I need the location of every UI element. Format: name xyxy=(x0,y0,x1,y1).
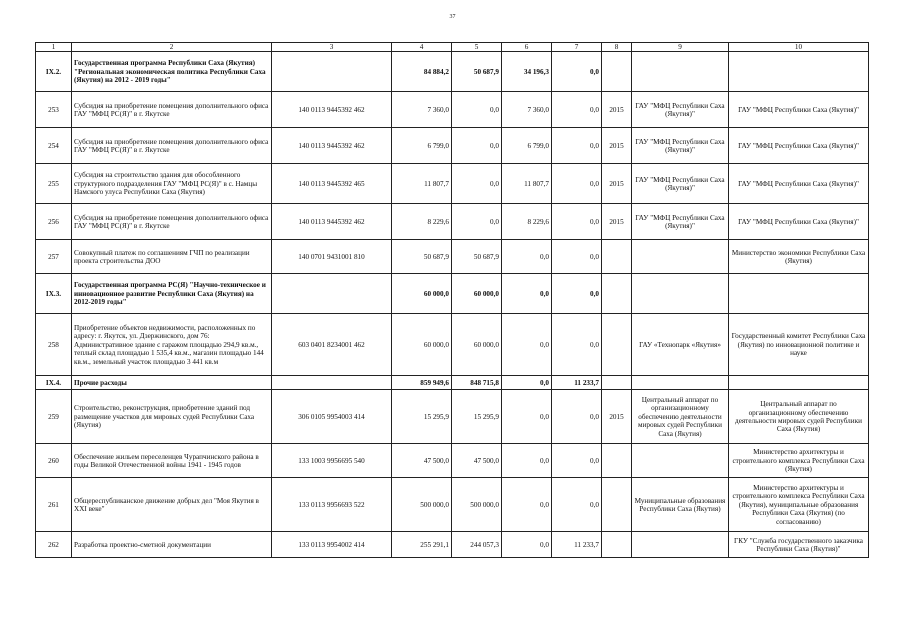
column-header: 2 xyxy=(72,43,272,52)
row-year xyxy=(602,274,632,314)
executor xyxy=(632,532,729,558)
amount-col5: 60 000,0 xyxy=(452,274,502,314)
row-year: 2015 xyxy=(602,390,632,444)
amount-total: 859 949,6 xyxy=(392,376,452,390)
amount-col6: 0,0 xyxy=(502,478,552,532)
row-name: Государственная программа РС(Я) "Научно-техническое и инновационное развитие Республики Саха (Якутия) на 2012-2019 годы" xyxy=(72,274,272,314)
amount-total: 60 000,0 xyxy=(392,274,452,314)
amount-total: 84 884,2 xyxy=(392,52,452,92)
column-header: 7 xyxy=(552,43,602,52)
row-name: Разработка проектно-сметной документации xyxy=(72,532,272,558)
row-year xyxy=(602,376,632,390)
amount-col5: 60 000,0 xyxy=(452,314,502,376)
amount-col5: 50 687,9 xyxy=(452,52,502,92)
table-row xyxy=(36,444,869,478)
executor: ГАУ "МФЦ Республики Саха (Якутия)" xyxy=(632,92,729,128)
executor xyxy=(632,52,729,92)
row-name: Субсидия на приобретение помещения дополнительного офиса ГАУ "МФЦ РС(Я)" в г. Якутске xyxy=(72,204,272,240)
amount-col5: 0,0 xyxy=(452,128,502,164)
column-header: 5 xyxy=(452,43,502,52)
table-row xyxy=(36,164,869,204)
row-number: IX.2. xyxy=(36,52,72,92)
amount-col5: 15 295,9 xyxy=(452,390,502,444)
table-row xyxy=(36,532,869,558)
row-name: Общереспубликанское движение добрых дел "Моя Якутия в XXI веке" xyxy=(72,478,272,532)
row-year: 2015 xyxy=(602,92,632,128)
amount-col7: 0,0 xyxy=(552,240,602,274)
amount-col7: 0,0 xyxy=(552,92,602,128)
amount-col6: 0,0 xyxy=(502,314,552,376)
budget-table xyxy=(35,42,869,558)
row-year xyxy=(602,444,632,478)
column-header: 3 xyxy=(272,43,392,52)
customer: Центральный аппарат по организационному обеспечению деятельности мировых судей Республики Саха (Якутия) xyxy=(729,390,869,444)
row-number: 262 xyxy=(36,532,72,558)
customer xyxy=(729,274,869,314)
table-row xyxy=(36,390,869,444)
amount-col6: 0,0 xyxy=(502,274,552,314)
amount-col6: 8 229,6 xyxy=(502,204,552,240)
column-header: 9 xyxy=(632,43,729,52)
row-number: 254 xyxy=(36,128,72,164)
amount-col7: 11 233,7 xyxy=(552,376,602,390)
column-header: 1 xyxy=(36,43,72,52)
budget-code: 140 0113 9445392 462 xyxy=(272,92,392,128)
customer: ГАУ "МФЦ Республики Саха (Якутия)" xyxy=(729,164,869,204)
row-name: Субсидия на приобретение помещения дополнительного офиса ГАУ "МФЦ РС(Я)" в г. Якутске xyxy=(72,128,272,164)
amount-col6: 34 196,3 xyxy=(502,52,552,92)
amount-col6: 0,0 xyxy=(502,376,552,390)
page-number: 37 xyxy=(449,14,456,20)
executor xyxy=(632,240,729,274)
customer: ГАУ "МФЦ Республики Саха (Якутия)" xyxy=(729,92,869,128)
amount-col7: 0,0 xyxy=(552,390,602,444)
amount-col5: 244 057,3 xyxy=(452,532,502,558)
row-number: 261 xyxy=(36,478,72,532)
amount-col7: 0,0 xyxy=(552,52,602,92)
customer: Министерство архитектуры и строительного комплекса Республики Саха (Якутия), муниципальные образования Республики Саха (Якутия) (по согласованию) xyxy=(729,478,869,532)
budget-code: 133 0113 9954002 414 xyxy=(272,532,392,558)
budget-code: 140 0113 9445392 462 xyxy=(272,204,392,240)
row-number: 253 xyxy=(36,92,72,128)
customer: Государственный комитет Республики Саха (Якутия) по инновационной политике и науке xyxy=(729,314,869,376)
amount-col7: 0,0 xyxy=(552,478,602,532)
amount-col7: 0,0 xyxy=(552,314,602,376)
executor xyxy=(632,376,729,390)
budget-code xyxy=(272,376,392,390)
row-name: Обеспечение жильем переселенцев Чурапчинского района в годы Великой Отечественной войны 1941 - 1945 годов xyxy=(72,444,272,478)
amount-col5: 47 500,0 xyxy=(452,444,502,478)
budget-code xyxy=(272,52,392,92)
budget-code: 140 0701 9431001 810 xyxy=(272,240,392,274)
amount-col7: 0,0 xyxy=(552,204,602,240)
row-name: Приобретение объектов недвижимости, расположенных по адресу: г. Якутск, ул. Дзержинского, дом 76: Административное здание с гаражом площадью 294,9 кв.м., теплый склад площадью 1 535,4 кв.м., магазин площадью 144 кв.м., земельный участок площадью 3 441 кв.м xyxy=(72,314,272,376)
amount-total: 8 229,6 xyxy=(392,204,452,240)
row-number: IX.4. xyxy=(36,376,72,390)
table-row xyxy=(36,52,869,92)
table-row xyxy=(36,376,869,390)
executor xyxy=(632,274,729,314)
customer: ГАУ "МФЦ Республики Саха (Якутия)" xyxy=(729,204,869,240)
row-number: 255 xyxy=(36,164,72,204)
amount-col6: 11 807,7 xyxy=(502,164,552,204)
amount-total: 15 295,9 xyxy=(392,390,452,444)
amount-total: 50 687,9 xyxy=(392,240,452,274)
table-row xyxy=(36,478,869,532)
table-row xyxy=(36,274,869,314)
customer xyxy=(729,52,869,92)
row-year: 2015 xyxy=(602,204,632,240)
amount-col5: 50 687,9 xyxy=(452,240,502,274)
amount-col6: 0,0 xyxy=(502,444,552,478)
row-number: 256 xyxy=(36,204,72,240)
column-header: 6 xyxy=(502,43,552,52)
row-name: Совокупный платеж по соглашениям ГЧП по реализации проекта строительства ДОО xyxy=(72,240,272,274)
row-name: Субсидия на строительство здания для обособленного структурного подразделения ГАУ "МФЦ РС(Я)" в с. Намцы Намского улуса Республики Саха (Якутия) xyxy=(72,164,272,204)
amount-total: 6 799,0 xyxy=(392,128,452,164)
column-header: 10 xyxy=(729,43,869,52)
amount-col7: 0,0 xyxy=(552,164,602,204)
budget-code: 306 0105 9954003 414 xyxy=(272,390,392,444)
header-row xyxy=(36,43,869,52)
row-year xyxy=(602,478,632,532)
budget-code: 140 0113 9445392 462 xyxy=(272,128,392,164)
amount-total: 60 000,0 xyxy=(392,314,452,376)
table-row xyxy=(36,314,869,376)
row-name: Прочие расходы xyxy=(72,376,272,390)
budget-code: 603 0401 8234001 462 xyxy=(272,314,392,376)
amount-col6: 7 360,0 xyxy=(502,92,552,128)
amount-total: 500 000,0 xyxy=(392,478,452,532)
amount-col7: 0,0 xyxy=(552,128,602,164)
budget-code: 140 0113 9445392 465 xyxy=(272,164,392,204)
amount-total: 11 807,7 xyxy=(392,164,452,204)
row-number: 257 xyxy=(36,240,72,274)
executor: ГАУ "МФЦ Республики Саха (Якутия)" xyxy=(632,164,729,204)
amount-col7: 11 233,7 xyxy=(552,532,602,558)
row-number: 260 xyxy=(36,444,72,478)
customer xyxy=(729,376,869,390)
budget-code xyxy=(272,274,392,314)
table-row xyxy=(36,128,869,164)
table-row xyxy=(36,240,869,274)
amount-total: 47 500,0 xyxy=(392,444,452,478)
amount-col6: 0,0 xyxy=(502,532,552,558)
table-row xyxy=(36,92,869,128)
row-number: 258 xyxy=(36,314,72,376)
row-year xyxy=(602,314,632,376)
executor: ГАУ "МФЦ Республики Саха (Якутия)" xyxy=(632,128,729,164)
column-header: 4 xyxy=(392,43,452,52)
executor: Муниципальные образования Республики Саха (Якутия) xyxy=(632,478,729,532)
customer: Министерство экономики Республики Саха (Якутия) xyxy=(729,240,869,274)
executor: ГАУ "МФЦ Республики Саха (Якутия)" xyxy=(632,204,729,240)
amount-col5: 500 000,0 xyxy=(452,478,502,532)
budget-code: 133 0113 9956693 522 xyxy=(272,478,392,532)
amount-col7: 0,0 xyxy=(552,444,602,478)
amount-col5: 0,0 xyxy=(452,204,502,240)
amount-total: 255 291,1 xyxy=(392,532,452,558)
amount-col5: 0,0 xyxy=(452,92,502,128)
table-row xyxy=(36,204,869,240)
row-year xyxy=(602,52,632,92)
amount-col5: 0,0 xyxy=(452,164,502,204)
row-year xyxy=(602,532,632,558)
row-name: Государственная программа Республики Саха (Якутия) "Региональная экономическая политика Республики Саха (Якутия) на 2012 - 2019 годы" xyxy=(72,52,272,92)
executor: Центральный аппарат по организационному обеспечению деятельности мировых судей Республики Саха (Якутия) xyxy=(632,390,729,444)
customer: ГАУ "МФЦ Республики Саха (Якутия)" xyxy=(729,128,869,164)
budget-code: 133 1003 9956695 540 xyxy=(272,444,392,478)
executor: ГАУ «Технопарк «Якутия» xyxy=(632,314,729,376)
row-year xyxy=(602,240,632,274)
amount-col6: 0,0 xyxy=(502,390,552,444)
row-number: IX.3. xyxy=(36,274,72,314)
customer: ГКУ "Служба государственного заказчика Республики Саха (Якутия)" xyxy=(729,532,869,558)
amount-total: 7 360,0 xyxy=(392,92,452,128)
row-year: 2015 xyxy=(602,164,632,204)
row-year: 2015 xyxy=(602,128,632,164)
executor xyxy=(632,444,729,478)
row-name: Субсидия на приобретение помещения дополнительного офиса ГАУ "МФЦ РС(Я)" в г. Якутске xyxy=(72,92,272,128)
amount-col6: 6 799,0 xyxy=(502,128,552,164)
customer: Министерство архитектуры и строительного комплекса Республики Саха (Якутия) xyxy=(729,444,869,478)
column-header: 8 xyxy=(602,43,632,52)
amount-col6: 0,0 xyxy=(502,240,552,274)
row-name: Строительство, реконструкция, приобретение зданий под размещение участков для мировых судей Республики Саха (Якутия) xyxy=(72,390,272,444)
row-number: 259 xyxy=(36,390,72,444)
amount-col7: 0,0 xyxy=(552,274,602,314)
amount-col5: 848 715,8 xyxy=(452,376,502,390)
